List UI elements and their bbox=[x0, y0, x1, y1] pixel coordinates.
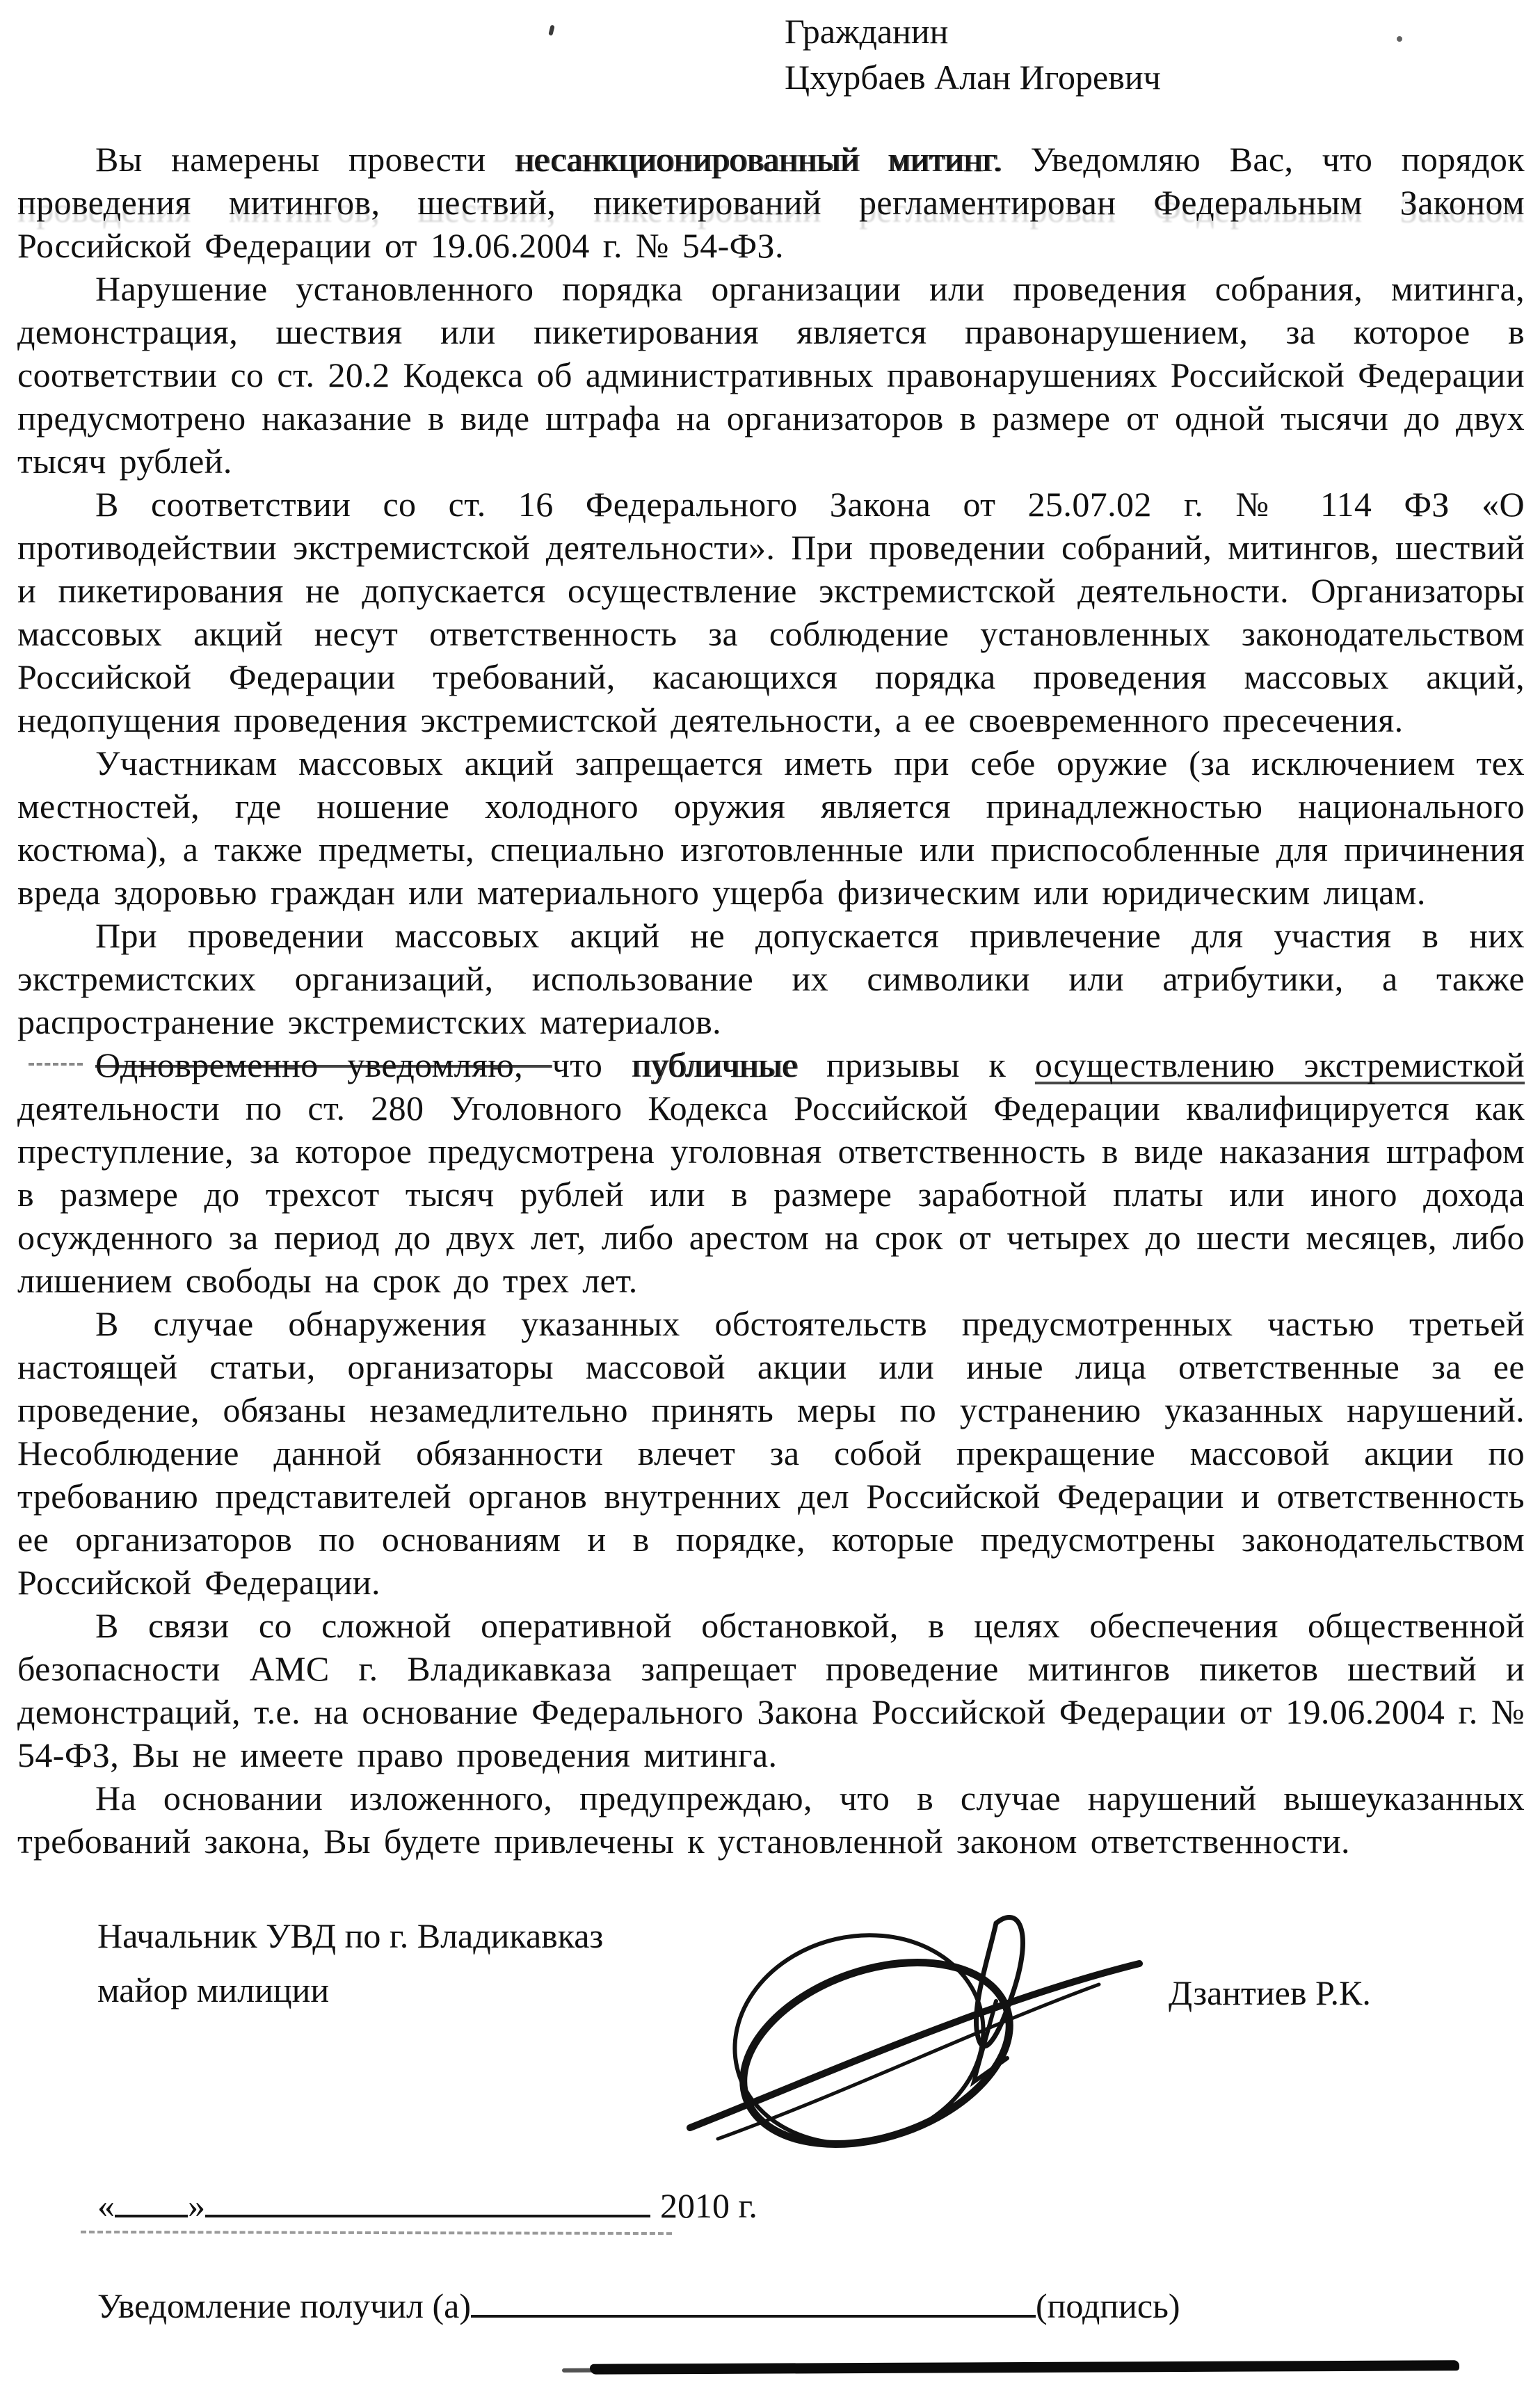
signer-position-line-2: майор милиции bbox=[97, 1971, 330, 2009]
text-segment: В соответствии со ст. 16 Федерального Закона от 25.07.02 г. № 114 ФЗ «О противодействии экстремистской деятельности». При проведении собраний, митингов, шествий и пикетирования не допускается осуществление экстремистской деятельности. Организаторы массовых акций несут ответственность за соблюдение установленных законодательством Российской Федерации требований, касающихся порядка проведения массовых акций, недопущения проведения экстремистской деятельности, а ее своевременного пресечения. bbox=[17, 485, 1525, 739]
date-day-blank bbox=[115, 2206, 188, 2217]
signature-caption: (подпись) bbox=[1036, 2286, 1180, 2325]
text-segment: Российской Федерации от 19.06.2004 г. № 54-ФЗ. bbox=[17, 226, 784, 265]
signer-name: Дзантиев Р.К. bbox=[1169, 1973, 1371, 2012]
receipt-line bbox=[97, 2286, 1540, 2326]
scanner-smudge-bar bbox=[590, 2360, 1459, 2374]
receipt-label: Уведомление получил (а) bbox=[97, 2286, 471, 2325]
handwritten-signature-icon bbox=[682, 1897, 1155, 2154]
text-segment: что bbox=[552, 1045, 632, 1084]
text-segment: публичные bbox=[631, 1045, 826, 1084]
text-segment: проведения митингов, шествий, пикетирований регламентирован Федеральным Законом bbox=[17, 183, 1525, 222]
paragraph bbox=[17, 1043, 1525, 1302]
date-line bbox=[97, 2185, 1540, 2241]
paragraph bbox=[17, 267, 1525, 483]
text-segment: призывы к bbox=[826, 1045, 1035, 1084]
year-label: 2010 г. bbox=[660, 2186, 757, 2225]
addressee-name: Цхурбаев Алан Игоревич bbox=[785, 58, 1161, 97]
paragraph bbox=[17, 1604, 1525, 1776]
scan-speck bbox=[1397, 36, 1402, 42]
text-segment: осуществлению экстремисткой bbox=[1034, 1045, 1525, 1084]
text-segment: При проведении массовых акций не допускается привлечение для участия в них экстремистских организаций, использование их символики или атрибутики, а также распространение экстремистских материалов. bbox=[17, 916, 1525, 1041]
signer-position-line-1: Начальник УВД по г. Владикавказ bbox=[97, 1916, 604, 1955]
date-month-blank bbox=[205, 2206, 650, 2217]
addressee-title: Гражданин bbox=[785, 12, 949, 51]
open-quote: « bbox=[97, 2186, 115, 2225]
signature-section bbox=[97, 1914, 1540, 2158]
receipt-signature-blank bbox=[471, 2306, 1036, 2318]
document-body bbox=[17, 138, 1525, 1863]
paragraph bbox=[17, 483, 1525, 741]
text-segment: Нарушение установленного порядка организации или проведения собрания, митинга, демонстрация, шествия или пикетирования является правонарушением, за которое в соответствии со ст. 20.2 Кодекса об административных правонарушениях Российской Федерации предусмотрено наказание в виде штрафа на организаторов в размере от одной тысячи до двух тысяч рублей. bbox=[17, 269, 1525, 481]
paragraph bbox=[17, 138, 1525, 267]
text-segment: Уведомляю Вас, что порядок bbox=[1002, 140, 1525, 179]
paragraph bbox=[17, 1776, 1525, 1863]
text-segment: Одновременно уведомляю, bbox=[95, 1045, 552, 1084]
text-segment: Участникам массовых акций запрещается иметь при себе оружие (за исключением тех местностей, где ношение холодного оружия является принадлежностью национального костюма), а также предметы, специально изготовленные или приспособленные для причинения вреда здоровью граждан или материального ущерба физическим или юридическим лицам. bbox=[17, 744, 1525, 912]
close-quote: » bbox=[188, 2186, 205, 2225]
paragraph bbox=[17, 1302, 1525, 1604]
text-segment: В связи со сложной оперативной обстановкой, в целях обеспечения общественной безопасности АМС г. Владикавказа запрещает проведение митингов пикетов шествий и демонстраций, т.е. на основание Федерального Закона Российской Федерации от 19.06.2004 г. № 54-ФЗ, Вы не имеете право проведения митинга. bbox=[17, 1606, 1525, 1774]
scan-speck bbox=[548, 24, 554, 35]
text-segment: Вы намерены провести bbox=[95, 140, 515, 179]
text-segment: В случае обнаружения указанных обстоятельств предусмотренных частью третьей настоящей статьи, организаторы массовой акции или иные лица ответственные за ее проведение, обязаны незамедлительно принять меры по устранению указанных нарушений. Несоблюдение данной обязанности влечет за собой прекращение массовой акции по требованию представителей органов внутренних дел Российской Федерации и ответственность ее организаторов по основаниям и в порядке, которые предусмотрены законодательством Российской Федерации. bbox=[17, 1304, 1525, 1602]
paragraph bbox=[17, 914, 1525, 1043]
paragraph bbox=[17, 741, 1525, 914]
text-segment: несанкционированный митинг. bbox=[514, 140, 1002, 179]
addressee-block bbox=[785, 8, 1525, 100]
text-segment: деятельности по ст. 280 Уголовного Кодекса Российской Федерации квалифицируется как преступление, за которое предусмотрена уголовная ответственность в виде наказания штрафом в размере до трехсот тысяч рублей или в размере заработной платы или иного дохода осужденного за период до двух лет, либо арестом на срок от четырех до шести месяцев, либо лишением свободы на срок до трех лет. bbox=[17, 1089, 1525, 1300]
text-segment: На основании изложенного, предупреждаю, что в случае нарушений вышеуказанных требований закона, Вы будете привлечены к установленной законом ответственности. bbox=[17, 1779, 1525, 1861]
